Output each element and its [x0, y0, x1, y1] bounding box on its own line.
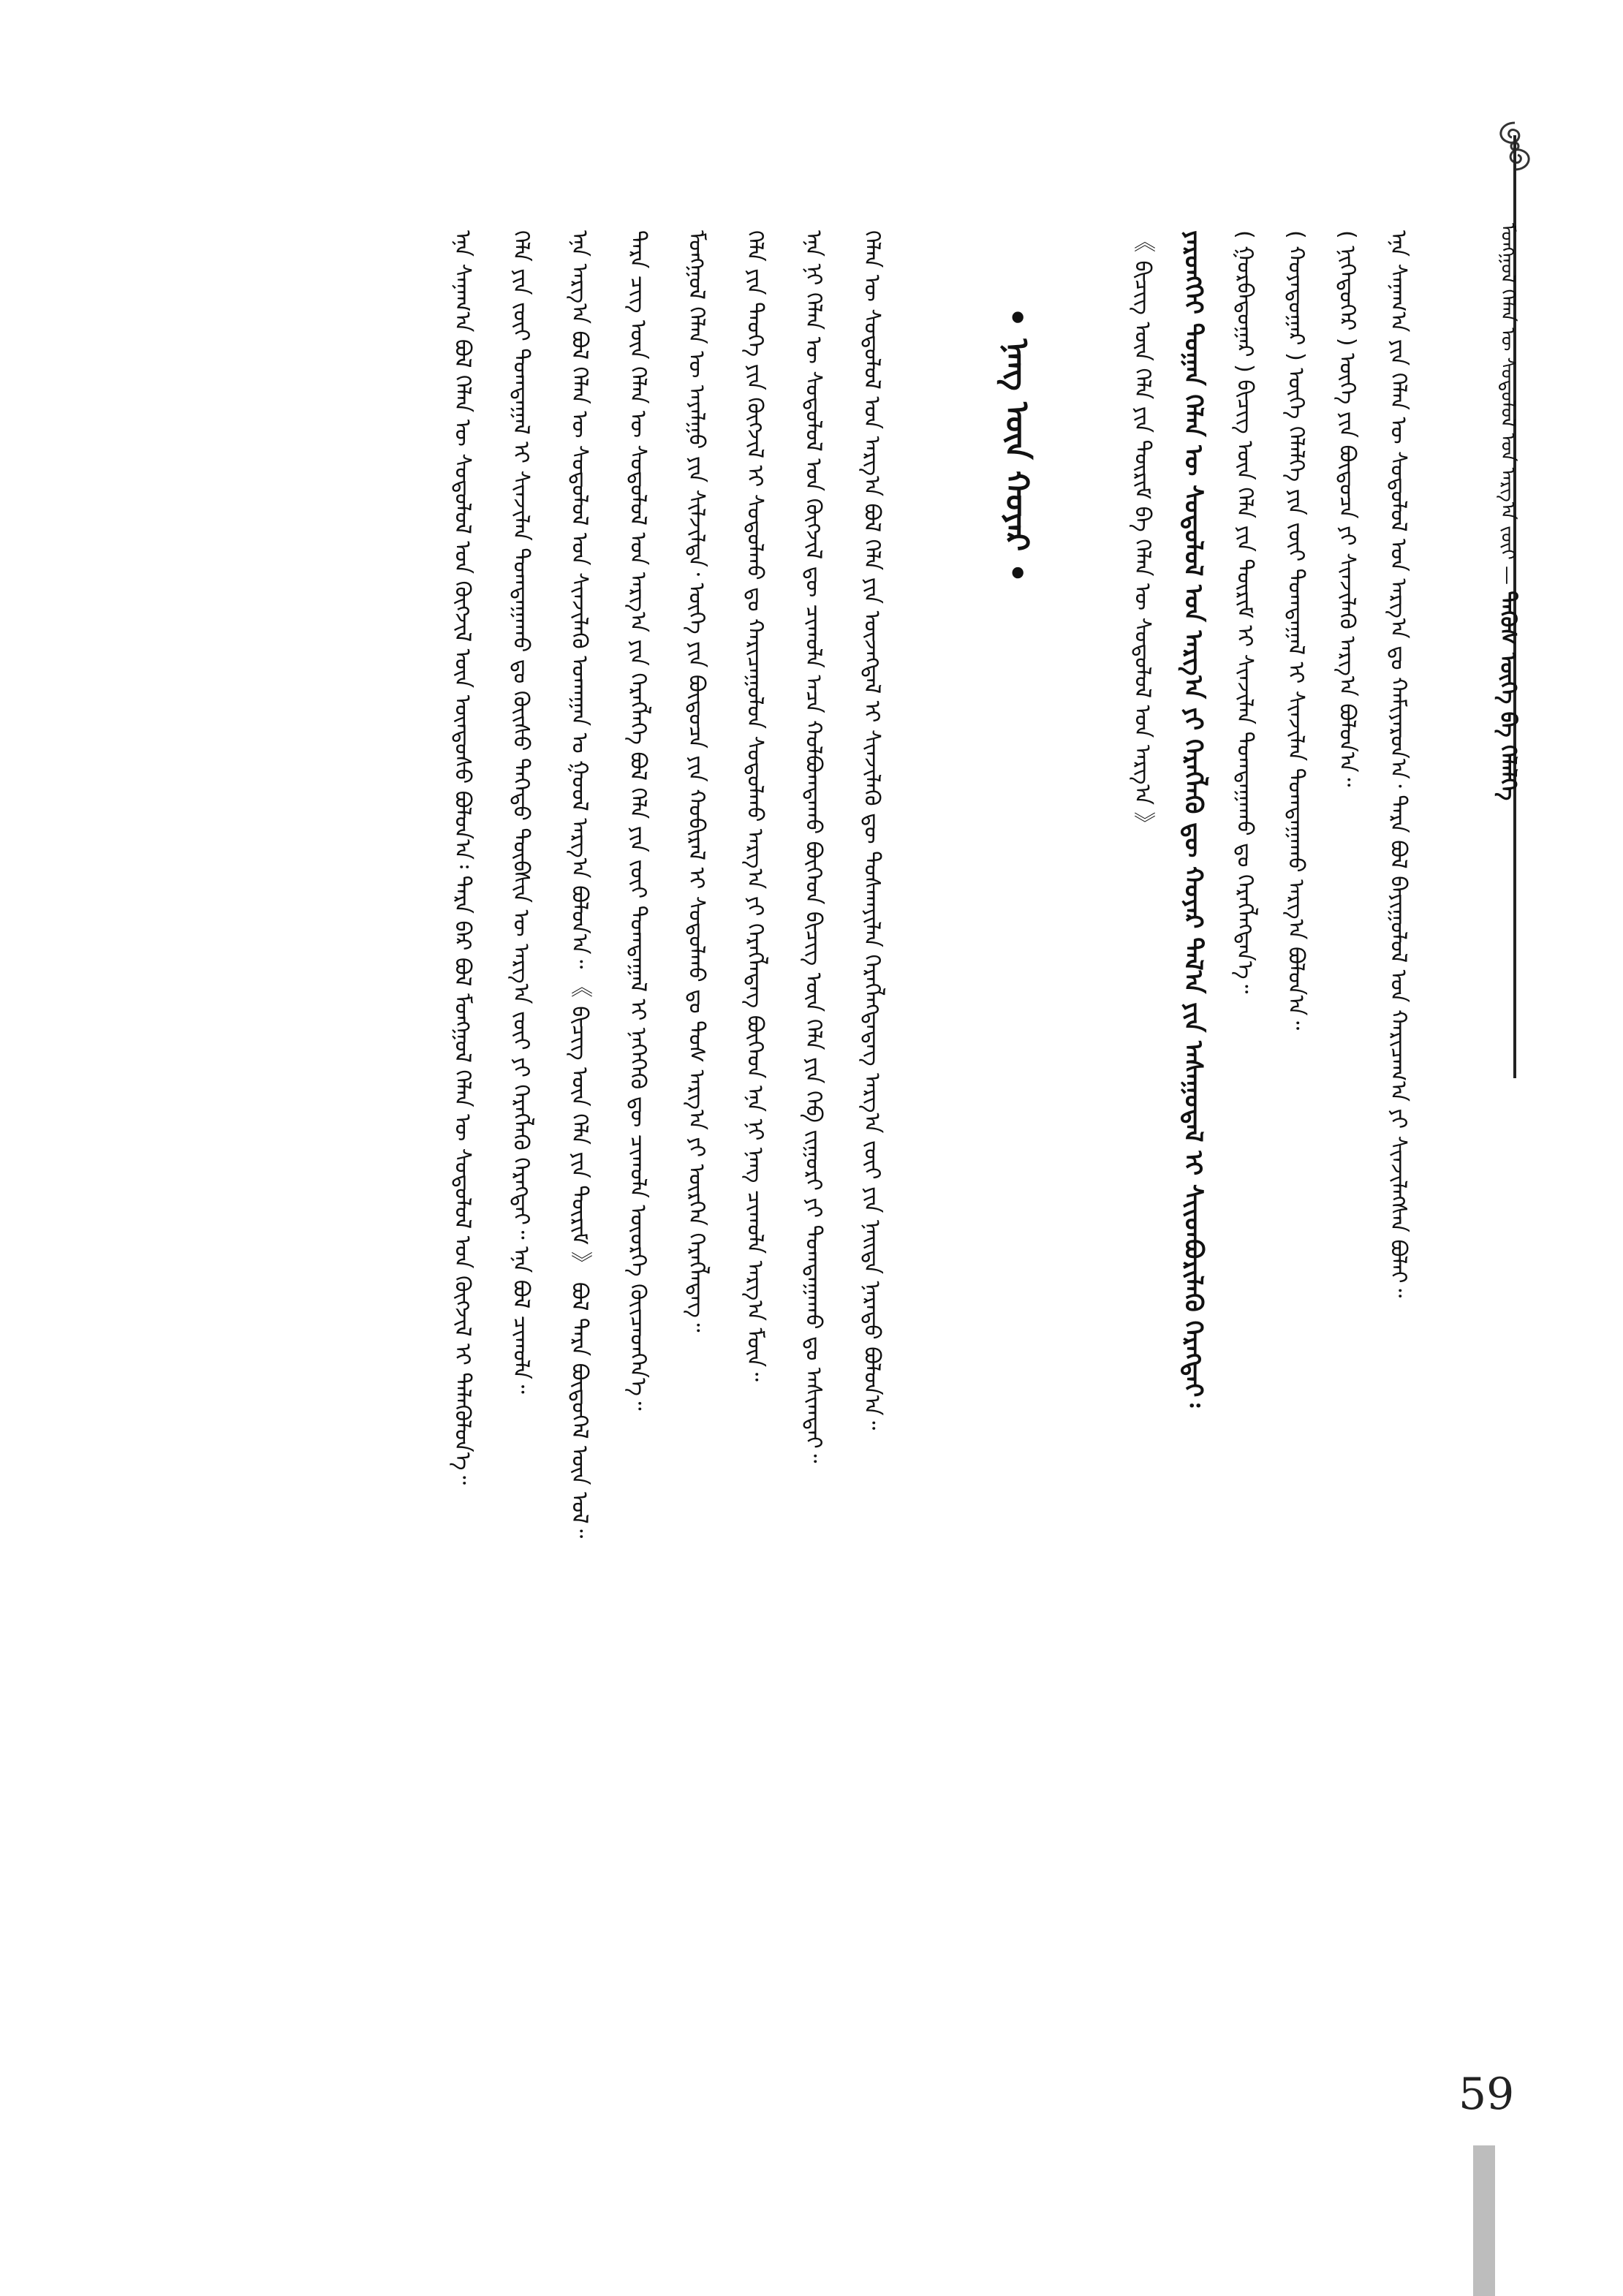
- text-column-7: ᠬᠡᠯᠡᠨ ᠦ ᠰᠤᠳᠤᠯᠤᠯ ᠤᠨ ᠠᠷᠭ᠎ᠠ ᠪᠣᠯ ᠬᠡᠯᠡ ᠶᠢᠨ ᠦᠵᠡᠭᠳᠡᠯ ᠢ ᠰᠢᠨᠵᠢᠯᠡᠬᠦ ᠳᠦ ᠲᠤᠰᠬᠠᠶᠢᠯᠠᠨ ᠬᠡᠷᠡᠭᠯᠡᠭᠳᠡᠳᠡᠭ ᠠᠷᠭ᠎ᠠ ᠵᠦᠢ ᠶᠢᠨ ᠨᠡᠢᠲᠡ ᠨᠡᠷᠡᠲᠦ ᠪᠣᠯᠤᠨ᠎ᠠ᠃: [859, 230, 885, 1431]
- text-column-10: ᠮᠣᠩᠭᠣᠯ ᠬᠡᠯᠡᠨ ᠦ ᠠᠶᠠᠯᠭᠤ ᠶᠢᠨ ᠰᠢᠯᠵᠢᠯᠲᠡ᠂ ᠦᠭᠡ ᠶᠢᠨ ᠪᠦᠲᠦᠴᠡ ᠶᠢᠨ ᠬᠤᠪᠢᠷᠠᠯ ᠢ ᠰᠤᠳᠤᠯᠬᠤ ᠳᠤ ᠲᠤᠰ ᠠᠷᠭ᠎ᠠ ᠶᠢ ᠥᠷᠭᠡᠨ ᠬᠡᠷᠡᠭᠯᠡᠳᠡᠭ᠃: [684, 230, 709, 1333]
- text-column-13: ᠬᠡᠯᠡ ᠶᠢᠨ ᠵᠦᠢ ᠲᠣᠭᠲᠠᠭᠠᠯ ᠢ ᠰᠢᠨᠵᠢᠯᠡᠨ ᠲᠣᠭᠲᠠᠭᠠᠬᠤ ᠳᠤ ᠬᠦᠢᠰᠦ ᠳᠡᠭᠡᠳᠦ ᠲᠥᠪᠰᠢᠨ ᠦ ᠠᠷᠭ᠎ᠠ ᠵᠦᠢ ᠶᠢ ᠬᠡᠷᠡᠭᠯᠡᠬᠦ ᠬᠡᠷᠡᠭᠲᠡᠢ᠃ ᠡᠨᠡ ᠪᠣᠯ ᠴᠢᠬᠤᠯᠠ᠃: [508, 230, 534, 1394]
- page-edge-tab: [1473, 2145, 1495, 2296]
- text-column-1: ᠡᠨᠡ ᠰᠠᠨᠠᠭ᠎ᠠ ᠶᠢᠨ ᠬᠡᠯᠡᠨ ᠦ ᠰᠤᠳᠤᠯᠤᠯ ᠤᠨ ᠠᠷᠭ᠎ᠠ ᠳᠤ ᠬᠠᠮᠢᠶᠠᠷᠤᠨ᠎ᠠ᠂ ᠲᠡᠷᠡ ᠪᠣᠯ ᠪᠠᠶᠢᠭᠤᠯᠤᠯ ᠤᠨ ᠬᠠᠷᠢᠴᠠᠭ᠎ᠠ ᠶᠢ ᠰᠢᠨᠵᠢᠯᠡᠭᠰᠡᠨ ᠪᠣᠯᠠᠢ᠃: [1385, 230, 1411, 1298]
- running-header-bold: ᠲᠡᠭᠦᠰ ᠦᠭᠡ ᠪᠠ ᠬᠡᠯᠡᠯᠭᠡ: [1495, 591, 1521, 801]
- section-heading: • ᠨᠡᠩ ᠦᠨ ᠬᠣᠶᠠᠷ •: [998, 307, 1035, 583]
- page-number: 59: [1459, 2069, 1515, 2120]
- text-column-2: ( ᠨᠢᠭᠡᠳᠦᠭᠡᠷ ) ᠦᠭᠡ ᠶᠢᠨ ᠪᠦᠲᠦᠴᠡ ᠶᠢ ᠰᠢᠨᠵᠢᠯᠡᠬᠦ ᠠᠷᠭ᠎ᠠ ᠪᠣᠯᠤᠨ᠎ᠠ᠃: [1334, 230, 1360, 787]
- text-column-3: ( ᠬᠣᠶᠠᠳᠤᠭᠠᠷ ) ᠦᠭᠡ ᠬᠡᠯᠡᠯᠭᠡ ᠶᠢᠨ ᠵᠦᠢ ᠲᠣᠭᠲᠠᠭᠠᠯ ᠢ ᠰᠢᠨᠵᠢᠯᠡᠨ ᠲᠣᠭᠲᠠᠭᠠᠬᠤ ᠠᠷᠭ᠎ᠠ ᠪᠣᠯᠤᠨ᠎ᠠ᠃: [1283, 230, 1309, 1031]
- text-column-11: ᠲᠡᠷᠡ ᠴᠢᠭ ᠦᠨ ᠬᠡᠯᠡᠨ ᠦ ᠰᠤᠳᠤᠯᠤᠯ ᠤᠨ ᠠᠷᠭ᠎ᠠ ᠶᠢᠨ ᠬᠡᠷᠡᠭᠯᠡᠭᠡ ᠪᠣᠯ ᠬᠡᠯᠡ ᠶᠢᠨ ᠵᠦᠢ ᠲᠣᠭᠲᠠᠭᠠᠯ ᠢ ᠨᠡᠭᠡᠭᠡᠬᠦ ᠳᠦ ᠴᠢᠬᠤᠯᠠ ᠦᠦᠷᠭᠡ ᠭᠦᠢᠴᠡᠳᠭᠡᠨ᠎ᠡ᠃: [625, 230, 651, 1411]
- running-header-text: ᠮᠣᠩᠭᠣᠯ ᠬᠡᠯᠡᠨ ᠦ ᠰᠤᠳᠤᠯᠤᠯ ᠤᠨ ᠠᠷᠭ᠎ᠠ ᠵᠦᠢ —: [1497, 223, 1518, 591]
- text-column-4: ( ᠭᠤᠷᠪᠠᠳᠤᠭᠠᠷ ) ᠪᠢᠴᠢᠭ ᠦᠨ ᠬᠡᠯᠡ ᠶᠢᠨ ᠳᠦᠷᠢᠮ ᠢ ᠰᠢᠨᠵᠢᠯᠡᠨ ᠲᠣᠭᠲᠠᠭᠠᠬᠤ ᠳᠤ ᠬᠡᠷᠡᠭᠯᠡᠭᠳᠡᠨ᠎ᠡ᠃: [1232, 230, 1257, 994]
- text-column-14: ᠡᠨᠡ ᠰᠠᠨᠠᠭ᠎ᠠ ᠪᠣᠯ ᠬᠡᠯᠡᠨ ᠦ ᠰᠤᠳᠤᠯᠤᠯ ᠤᠨ ᠬᠥᠭᠵᠢᠯ ᠦᠨ ᠦᠨᠳᠦᠰᠦ ᠪᠣᠯᠤᠨ᠎ᠠ᠄ ᠲᠡᠷᠡ ᠪᠡᠷ ᠪᠣᠯ ᠮᠣᠩᠭᠣᠯ ᠬᠡᠯᠡᠨ ᠦ ᠰᠤᠳᠤᠯᠤᠯ ᠤᠨ ᠬᠥᠭᠵᠢᠯ ᠢ ᠲᠡᠯᠡᠭᠦᠯᠦᠨ᠎ᠡ᠃: [450, 230, 475, 1485]
- text-column-6: 《 ᠪᠢᠴᠢᠭ ᠦᠨ ᠬᠡᠯᠡ ᠶᠢᠨ ᠳᠦᠷᠢᠮ ᠪᠠ ᠬᠡᠯᠡᠨ ᠦ ᠰᠤᠳᠤᠯᠤᠯ ᠤᠨ ᠠᠷᠭ᠎ᠠ 》: [1130, 230, 1155, 835]
- text-column-8: ᠡᠨᠡ ᠨᠢ ᠬᠡᠯᠡᠨ ᠦ ᠰᠤᠳᠤᠯᠤᠯ ᠤᠨ ᠬᠥᠭᠵᠢᠯ ᠳᠦ ᠴᠢᠬᠤᠯᠠ ᠠᠴᠠ ᠬᠣᠯᠪᠣᠭᠳᠠᠬᠤ ᠪᠥᠭᠡᠳ ᠪᠢᠴᠢᠭ ᠦᠨ ᠬᠡᠯᠡ ᠶᠢᠨ ᠬᠡᠪ ᠵᠢᠭᠤᠷᠢ ᠶᠢ ᠲᠣᠭᠲᠠᠭᠠᠬᠤ ᠳᠤ ᠠᠰᠢᠭᠲᠠᠢ᠃: [801, 230, 826, 1463]
- text-column-12: ᠡᠨᠡ ᠠᠷᠭ᠎ᠠ ᠪᠣᠯ ᠬᠡᠯᠡᠨ ᠦ ᠰᠤᠳᠤᠯᠤᠯ ᠤᠨ ᠰᠢᠨᠵᠢᠯᠡᠬᠦ ᠤᠬᠠᠭᠠᠨ ᠤ ᠭᠣᠣᠯ ᠠᠷᠭ᠎ᠠ ᠪᠣᠯᠤᠨ᠎ᠠ᠃ 《 ᠪᠢᠴᠢᠭ ᠦᠨ ᠬᠡᠯᠡ ᠶᠢᠨ ᠳᠦᠷᠢᠮ 》 ᠪᠣᠯ ᠲᠡᠷᠡ ᠪᠦᠲᠦᠭᠡᠯ ᠦᠨ ᠤᠯ᠃: [567, 230, 592, 1539]
- text-column-5: ᠶᠡᠷᠦᠩᠬᠡᠢ ᠲᠣᠭᠠᠨ ᠬᠡᠯᠡᠨ ᠦ ᠰᠤᠳᠤᠯᠤᠯ ᠤᠨ ᠠᠷᠭ᠎ᠠ ᠶᠢ ᠬᠡᠷᠡᠭᠯᠡᠬᠦ ᠳᠦ ᠬᠣᠶᠠᠷ ᠲᠠᠯ᠎ᠠ ᠶᠢᠨ ᠠᠰᠠᠭᠤᠳᠠᠯ ᠢ ᠰᠢᠢᠳᠪᠦᠷᠢᠯᠡᠬᠦ ᠬᠡᠷᠡᠭᠲᠡᠢ᠄: [1179, 230, 1208, 1408]
- running-header: [1486, 223, 1529, 1553]
- text-column-9: ᠬᠡᠯᠡ ᠶᠢᠨ ᠲᠡᠦᠬᠡ ᠶᠢᠨ ᠬᠥᠭᠵᠢᠯ ᠢ ᠰᠤᠳᠤᠯᠬᠤ ᠳᠤ ᠬᠠᠷᠢᠴᠠᠭᠤᠯᠤᠨ ᠰᠤᠳᠤᠯᠬᠤ ᠠᠷᠭ᠎ᠠ ᠶᠢ ᠬᠡᠷᠡᠭᠯᠡᠳᠡᠭ ᠪᠥᠭᠡᠳ ᠡᠨᠡ ᠨᠢ ᠨᠡᠩ ᠴᠢᠬᠤᠯᠠ ᠠᠷᠭ᠎ᠠ ᠮᠥᠨ᠃: [742, 230, 768, 1382]
